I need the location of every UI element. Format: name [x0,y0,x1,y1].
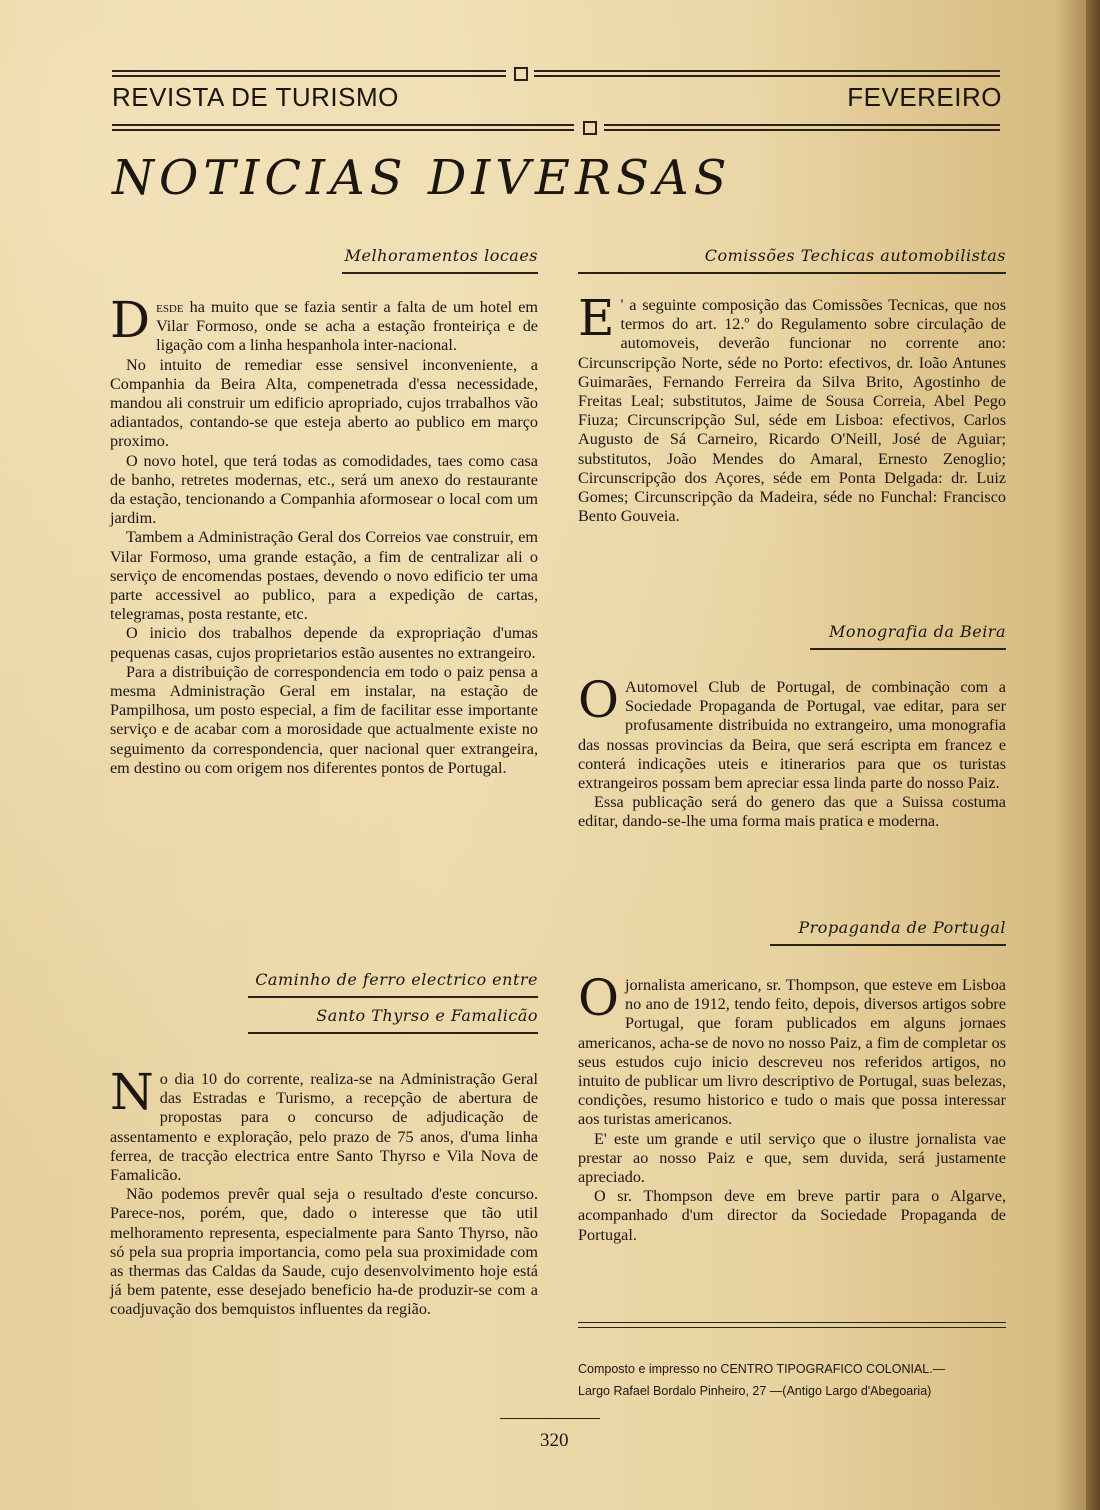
lead-word: esde [156,298,184,316]
article-caminho-ferro [110,970,538,1320]
article-body [578,671,1006,832]
drop-cap: E [578,289,615,347]
paragraph [578,289,1006,526]
header-rule-bottom-left [112,124,574,131]
section-title-line1: Caminho de ferro electrico entre [248,970,538,998]
paragraph: E' este um grande e util serviço que o ilustre jornalista vae prestar ao nosso Paiz e que, sem duvida, será justamente apreciado. [578,1129,1006,1187]
paragraph-text: ha muito que se fazia sentir a falta de um hotel em Vilar Formoso, onde se acha a estação fronteiriça e de ligação com a linha hespanhola inter-nacional. [156,298,538,355]
left-column [110,246,538,778]
paragraph [110,1063,538,1185]
imprint-line: Composto e impresso no CENTRO TIPOGRAFICO COLONIAL.— [578,1362,946,1376]
imprint-line: Largo Rafael Bordalo Pinheiro, 27 —(Antigo Largo d'Abegoaria) [578,1384,932,1398]
paragraph: No intuito de remediar esse sensivel inconveniente, a Companhia da Beira Alta, compenetrada d'essa necessidade, mandou ali construir um edificio apropriado, cujos trrabalhos vão adiantados, contando-se que esteja aberto ao publico em março proximo. [110,355,538,451]
paragraph [578,671,1006,793]
paragraph: O novo hotel, que terá todas as comodidades, taes como casa de banho, retretes modernas, etc., será um anexo do restaurante da estação, tencionando a Companhia aformosear o local com um jardim. [110,451,538,528]
right-column-mid [578,622,1006,832]
paragraph: Essa publicação será do genero das que a Suissa costuma editar, dando-se-lhe uma forma mais pratica e moderna. [578,793,1006,831]
drop-cap: O [578,969,619,1027]
imprint-rule [578,1322,1006,1328]
article-body [110,291,538,778]
article-body [110,1063,538,1320]
drop-cap: N [110,1063,154,1121]
section-title: Comissões Techicas automobilistas [578,246,1006,274]
running-head-right: FEVEREIRO [847,82,1002,112]
imprint [578,1358,1006,1402]
section-title: Monografia da Beira [810,622,1006,650]
paragraph-text: jornalista americano, sr. Thompson, que esteve em Lisboa no ano de 1912, tendo feito, depois, diversos artigos sobre Portugal, que foram publicados em alguns jornaes americanos, acha-se de novo no nosso Paiz, a fim de completar os seus estudos cujo inicio descreveu nos referidos artigos, no intuito de publicar um livro descriptivo de Portugal, suas belezas, condições, resumo historico e tudo o mais que possa interessar aos turistas americanos. [578,976,1006,1129]
paragraph [578,969,1006,1130]
header-box-ornament [514,67,528,81]
section-title: Propaganda de Portugal [770,918,1006,946]
paragraph: Para a distribuição de correspondencia em todo o paiz pensa a mesma Administração Geral em instalar, na estação de Pampilhosa, um posto especial, a fim de facilitar esse importante serviço e de acabar com a morosidade que actualmente existe no seguimento da correspondencia, quer nacional quer extrangeira, em destino ou com origem nos diferentes pontos de Portugal. [110,662,538,777]
article-body [578,289,1006,526]
paragraph: Não podemos prevêr qual seja o resultado d'este concurso. Parece-nos, porém, que, dado o interesse que tão util melhoramento representa, especialmente para Santo Thyrso, não só pela sua propria importancia, como pela sua proximidade com as thermas das Caldas da Saude, cujo desenvolvimento hoje está já bem patente, esse desejado beneficio ha-de produzir-se com a coadjuvação dos bemquistos influentes da região. [110,1185,538,1319]
paragraph: Tambem a Administração Geral dos Correios vae construir, em Vilar Formoso, uma grande estação, a fim de centralizar ali o serviço de encomendas postaes, devendo o novo edificio ter uma parte accessivel ao publico, para a expedição de cartas, telegramas, posta restante, etc. [110,528,538,624]
article-monografia [578,622,1006,832]
page-number: 320 [540,1430,569,1451]
paragraph [110,291,538,356]
header-rule-top-left [112,70,506,77]
paragraph-text: o dia 10 do corrente, realiza-se na Administração Geral das Estradas e Turismo, a recepção de abertura de propostas para o concurso de adjudicação de assentamento e exploração, pelo prazo de 75 anos, d'uma linha ferrea, de tracção electrica entre Santo Thyrso e Vila Nova de Famalicão. [110,1070,538,1185]
page-title: NOTICIAS DIVERSAS [112,150,732,206]
article-comissoes [578,246,1006,526]
drop-cap: D [110,291,151,349]
page-edge [1086,0,1100,1510]
paragraph-text: Automovel Club de Portugal, de combinação com a Sociedade Propaganda de Portugal, vae editar, para ser profusamente distribuida no extrangeiro, uma monografia das nossas provincias da Beira, que será escripta em francez e conterá indicações uteis e itinerarios para que os turistas extrangeiros possam bem apreciar essa linda parte do nosso Paiz. [578,678,1006,793]
paragraph: O sr. Thompson deve em breve partir para o Algarve, acompanhado d'um director da Sociedade Propaganda de Portugal. [578,1187,1006,1244]
running-head-left: REVISTA DE TURISMO [112,82,399,112]
paragraph: O inicio dos trabalhos depende da expropriação d'umas pequenas casas, cujos proprietarios estão ausentes no extrangeiro. [110,624,538,662]
article-propaganda [578,918,1006,1245]
right-column-lower [578,918,1006,1245]
header-rule-bottom-right [604,124,1000,131]
article-body [578,969,1006,1245]
article-melhoramentos [110,246,538,778]
section-title-line2: Santo Thyrso e Famalicão [248,1006,538,1034]
page-number-rule [500,1418,600,1419]
paragraph-text: ' a seguinte composição das Comissões Tecnicas, que nos termos do art. 12.º do Regulamento sobre circulação de automoveis, deverão funcionar no corrente ano: Circunscripção Norte, séde no Porto: efectivos, dr. Ioão Antunes Guimarães, Fernando Ferreira da Silva Brito, Agostinho de Freitas Leal; substitutos, Jaime de Sousa Correia, Abel Pego Fiuza; Circunscripção Sul, séde em Lisboa: efectivos, Carlos Augusto de Sá Carneiro, Ricardo O'Neill, José de Aguiar; substitutos, João Mendes do Amaral, Ernesto Zenoglio; Circunscripção dos Açores, séde em Ponta Delgada: dr. Luiz Gomes; Circunscripção da Madeira, séde no Funchal: Francisco Bento Gouveia. [578,296,1006,526]
header-box-ornament-2 [583,121,597,135]
drop-cap: O [578,671,619,729]
header-rule-top-right [534,70,1000,77]
left-column-lower [110,970,538,1320]
right-column [578,246,1006,526]
section-title: Melhoramentos locaes [342,246,538,274]
